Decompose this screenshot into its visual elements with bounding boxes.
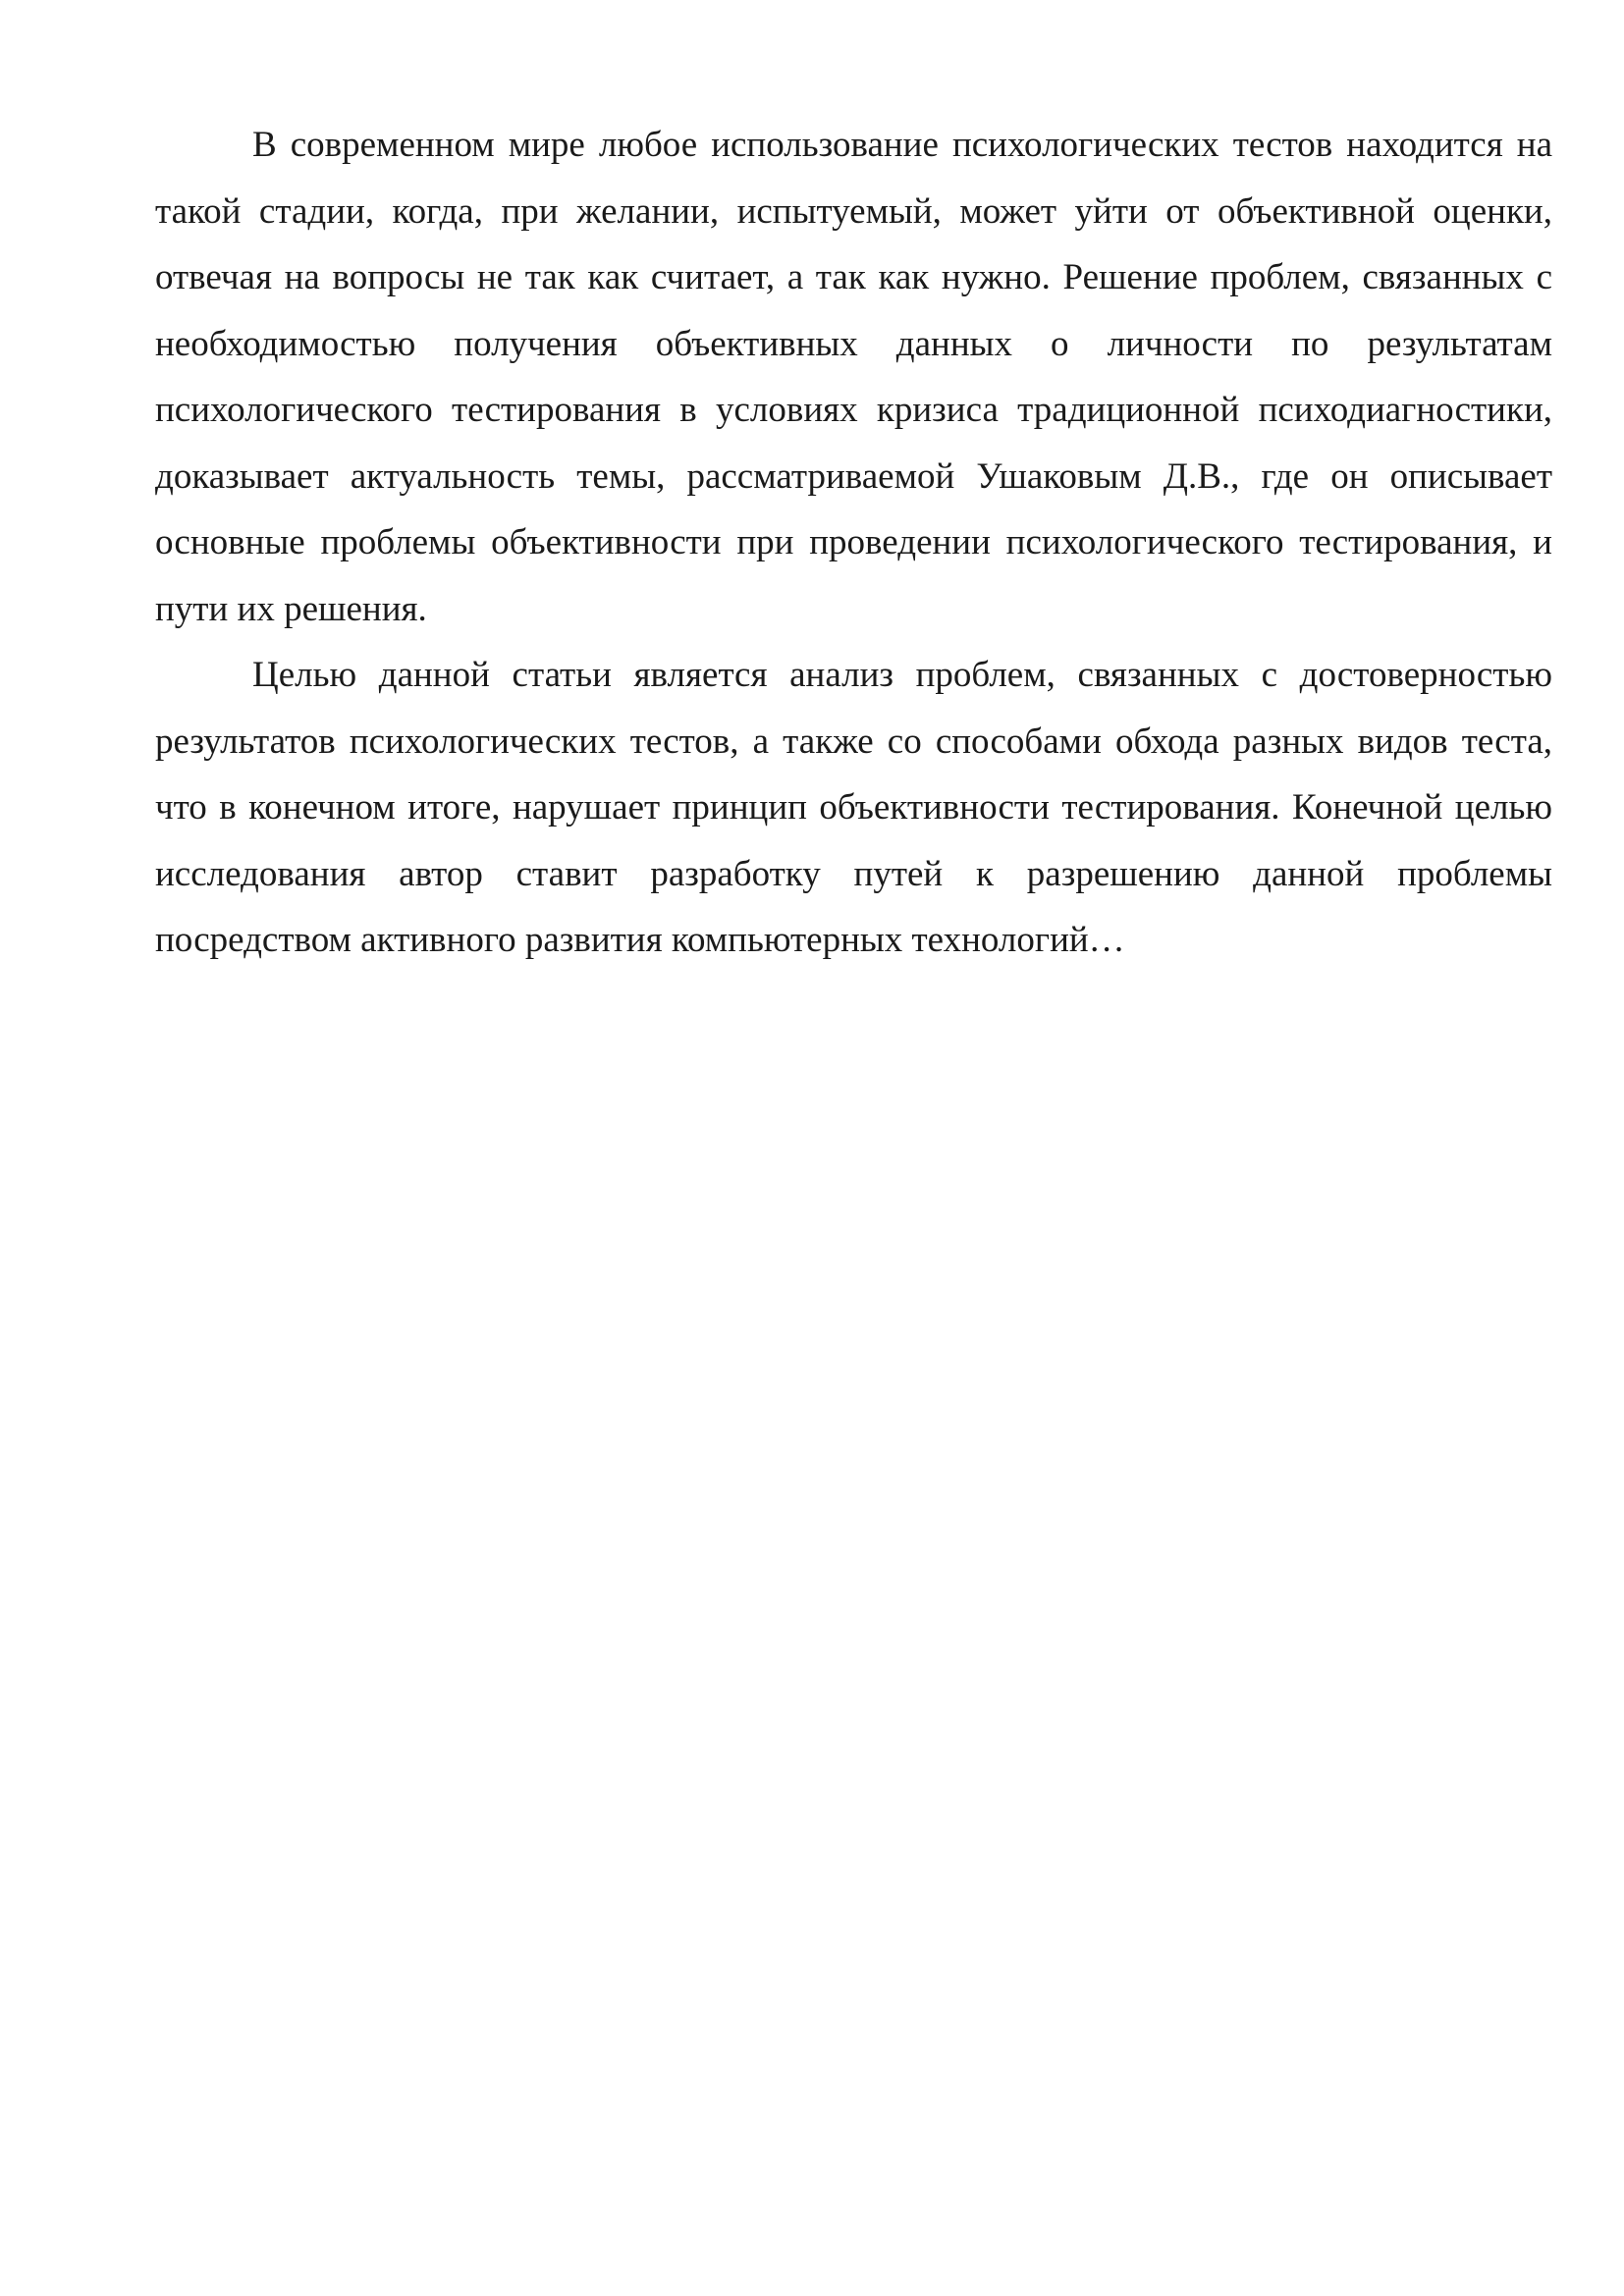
paragraph-1: В современном мире любое использование психологических тестов находится на такой стадии, когда, при желании, испытуемый, может уйти от объективной оценки, отвечая на вопросы не так как считает, а так как нужно. Решение проблем, связанных с необходимостью получения объективных данных о личности по результатам психологического тестирования в условиях кризиса традиционной психодиагностики, доказывает актуальность темы, рассматриваемой Ушаковым Д.В., где он описывает основные проблемы объективности при проведении психологического тестирования, и пути их решения. [155,125,1552,629]
paragraph-2: Целью данной статьи является анализ проблем, связанных с достоверностью результатов психологических тестов, а также со способами обхода разных видов теста, что в конечном итоге, нарушает принцип объективности тестирования. Конечной целью исследования автор ставит разработку путей к разрешению данной проблемы посредством активного развития компьютерных технологий… [155,655,1552,960]
body-text [155,112,1552,974]
